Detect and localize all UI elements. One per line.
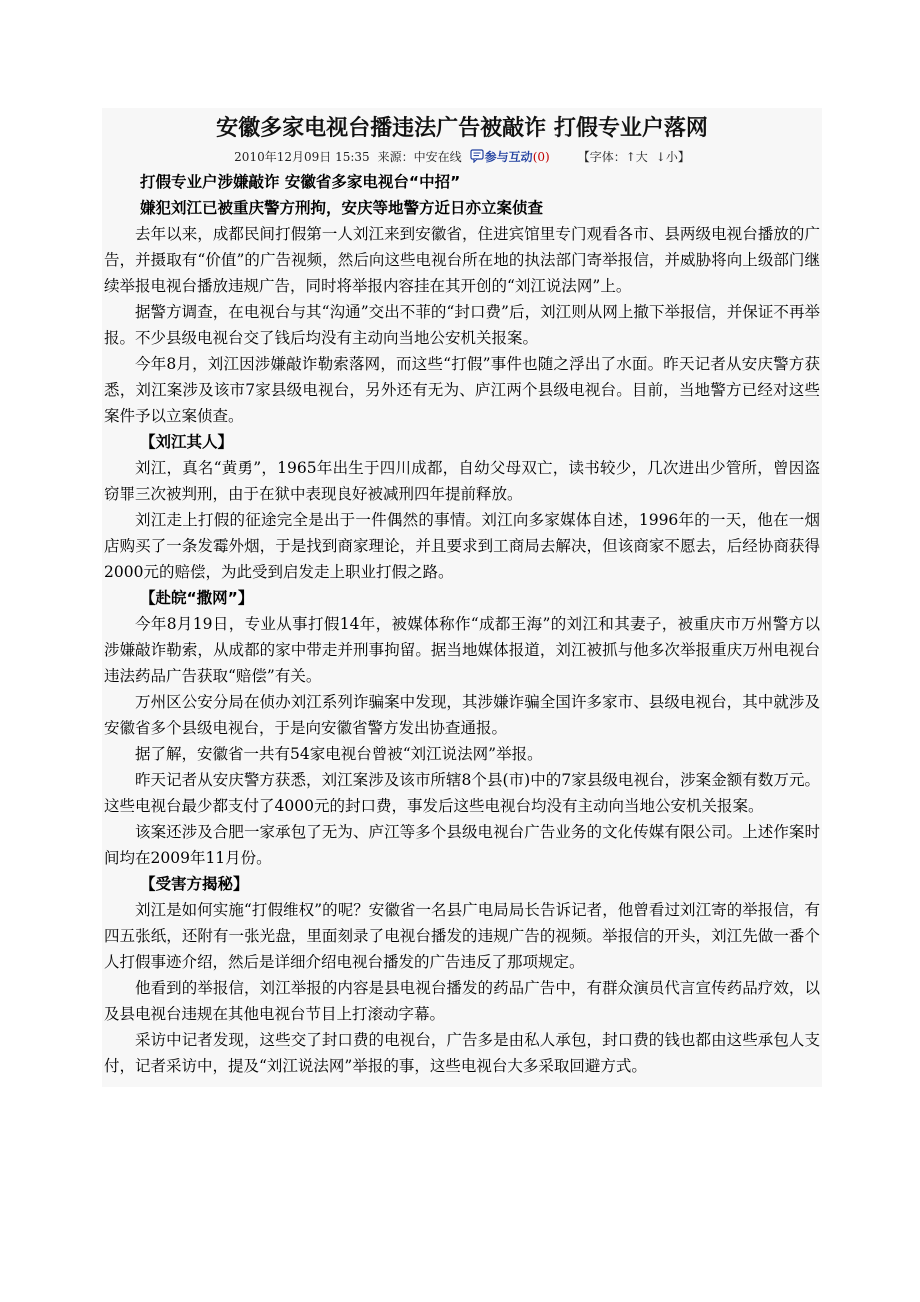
section-heading-anhui: 【赴皖“撒网”】	[140, 589, 254, 607]
subtitle-1: 打假专业户涉嫌敲诈 安徽省多家电视台“中招”	[140, 173, 461, 191]
comment-link[interactable]	[470, 150, 550, 164]
paragraph: 该案还涉及合肥一家承包了无为、庐江等多个县级电视台广告业务的文化传媒有限公司。上述作案时间均在2009年11月份。	[104, 823, 820, 867]
paragraph: 据警方调查，在电视台与其“沟通”交出不菲的“封口费”后，刘江则从网上撤下举报信，并保证不再举报。不少县级电视台交了钱后均没有主动向当地公安机关报案。	[104, 303, 820, 347]
paragraph: 刘江是如何实施“打假维权”的呢？安徽省一名县广电局局长告诉记者，他曾看过刘江寄的举报信，有四五张纸，还附有一张光盘，里面刻录了电视台播发的违规广告的视频。举报信的开头，刘江先做一番个人打假事迹介绍，然后是详细介绍电视台播发的广告违反了那项规定。	[104, 901, 820, 971]
paragraph: 据了解，安徽省一共有54家电视台曾被“刘江说法网”举报。	[135, 745, 543, 763]
publish-date: 2010年12月09日 15:35	[234, 150, 370, 164]
paragraph: 去年以来，成都民间打假第一人刘江来到安徽省，住进宾馆里专门观看各市、县两级电视台播放的广告，并摄取有“价值”的广告视频，然后向这些电视台所在地的执法部门寄举报信，并威胁将向上级部门继续举报电视台播放违规广告，同时将举报内容挂在其开创的“刘江说法网”上。	[104, 225, 820, 295]
comment-link-label: 参与互动	[484, 150, 533, 164]
paragraph: 刘江走上打假的征途完全是出于一件偶然的事情。刘江向多家媒体自述，1996年的一天，他在一烟店购买了一条发霉外烟，于是找到商家理论，并且要求到工商局去解决，但该商家不愿去，后经协商获得2000元的赔偿，为此受到启发走上职业打假之路。	[104, 511, 820, 581]
section-heading-profile: 【刘江其人】	[140, 433, 234, 451]
comment-count: (0)	[532, 150, 550, 164]
subtitle-2: 嫌犯刘江已被重庆警方刑拘，安庆等地警方近日亦立案侦查	[140, 199, 544, 217]
paragraph: 他看到的举报信，刘江举报的内容是县电视台播发的药品广告中，有群众演员代言宣传药品疗效，以及县电视台违规在其他电视台节目上打滚动字幕。	[104, 979, 820, 1023]
paragraph: 昨天记者从安庆警方获悉，刘江案涉及该市所辖8个县(市)中的7家县级电视台，涉案金额有数万元。这些电视台最少都支付了4000元的封口费，事发后这些电视台均没有主动向当地公安机关报案。	[104, 771, 820, 815]
font-larger-button[interactable]: ↑大	[625, 150, 648, 164]
paragraph: 今年8月，刘江因涉嫌敲诈勒索落网，而这些“打假”事件也随之浮出了水面。昨天记者从安庆警方获悉，刘江案涉及该市7家县级电视台，另外还有无为、庐江两个县级电视台。目前，当地警方已经对这些案件予以立案侦查。	[104, 355, 820, 425]
font-size-label: 【字体：	[577, 150, 626, 164]
font-smaller-button[interactable]: ↓小】	[655, 150, 690, 164]
article-meta	[104, 147, 820, 169]
comment-bubble-icon	[470, 149, 484, 169]
paragraph: 万州区公安分局在侦办刘江系列诈骗案中发现，其涉嫌诈骗全国许多家市、县级电视台，其中就涉及安徽省多个县级电视台，于是向安徽省警方发出协查通报。	[104, 693, 820, 737]
paragraph: 今年8月19日，专业从事打假14年，被媒体称作“成都王海”的刘江和其妻子，被重庆市万州警方以涉嫌敲诈勒索，从成都的家中带走并刑事拘留。据当地媒体报道，刘江被抓与他多次举报重庆万州电视台违法药品广告获取“赔偿”有关。	[104, 615, 820, 685]
article-title: 安徽多家电视台播违法广告被敲诈 打假专业户落网	[216, 116, 708, 141]
section-heading-victims: 【受害方揭秘】	[140, 875, 249, 893]
article-source: 来源：中安在线	[377, 150, 462, 164]
paragraph: 采访中记者发现，这些交了封口费的电视台，广告多是由私人承包，封口费的钱也都由这些承包人支付，记者采访中，提及“刘江说法网”举报的事，这些电视台大多采取回避方式。	[104, 1031, 820, 1075]
article-page	[102, 108, 822, 1087]
paragraph: 刘江，真名“黄勇”，1965年出生于四川成都，自幼父母双亡，读书较少，几次进出少管所，曾因盗窃罪三次被判刑，由于在狱中表现良好被减刑四年提前释放。	[104, 459, 820, 503]
